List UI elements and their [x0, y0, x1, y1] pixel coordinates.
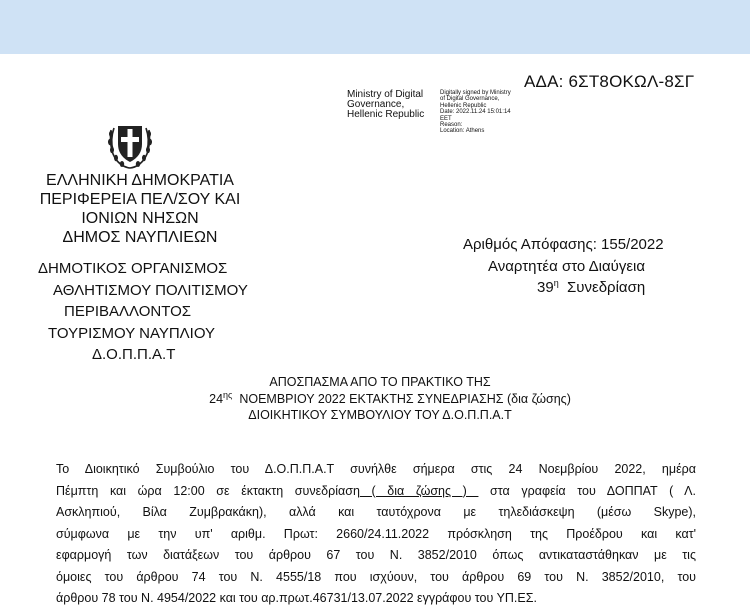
organization-name: ΔΗΜΟΤΙΚΟΣ ΟΡΓΑΝΙΣΜΟΣ ΑΘΛΗΤΙΣΜΟΥ ΠΟΛΙΤΙΣΜΟΥ ΠΕΡΙΒΑΛΛΟΝΤΟΣ ΤΟΥΡΙΣΜΟΥ ΝΑΥΠΛΙΟΥ Δ.Ο.Π.Π.Α.Τ — [38, 260, 248, 363]
document-page — [0, 54, 750, 615]
issuer-header: ΕΛΛΗΝΙΚΗ ΔΗΜΟΚΡΑΤΙΑ ΠΕΡΙΦΕΡΕΙΑ ΠΕΛ/ΣΟΥ ΚΑΙ ΙΟΝΙΩΝ ΝΗΣΩΝ ΔΗΜΟΣ ΝΑΥΠΛΙΕΩΝ — [39, 172, 241, 246]
in-person-note: ( δια ζώσης ) — [359, 483, 479, 498]
extract-title: ΑΠΟΣΠΑΣΜΑ ΑΠΟ ΤΟ ΠΡΑΚΤΙΚΟ ΤΗΣ $24^{\eta\varsigma}$ ΝΟΕΜΒΡΙΟΥ 2022 ΕΚΤΑΚΤΗΣ ΣΥΝΕΔΡΙΑΣΗΣ (δια ζώσης) ΔΙΟΙΚΗΤΙΚΟΥ ΣΥΜΒΟΥΛΙΟΥ ΤΟΥ Δ.Ο.Π.Π.Α.Τ — [209, 375, 571, 422]
posting-note: Αναρτητέα στο Διαύγεια — [488, 257, 646, 275]
digital-signer: Ministry of Digital Governance, Hellenic Republic — [347, 89, 425, 120]
session-number: $39^\eta$ Συνεδρίαση — [537, 278, 646, 296]
decision-number: Αριθμός Απόφασης: 155/2022 — [463, 236, 664, 253]
greek-coat-of-arms-icon — [107, 120, 153, 170]
signature-details: Digitally signed by Ministry of Digital Governance, Hellenic Republic Date: 2022.11.24 15:01:14 EET Reason: Location: Athens — [440, 90, 511, 135]
body-paragraph: Το Διοικητικό Συμβούλιο του Δ.Ο.Π.Π.Α.Τ συνήλθε σήμερα στις 24 Νοεμβρίου 2022, ημέρα Πέμπτη και ώρα 12:00 σε έκτακτη συνεδρίαση ( δια ζώσης ) στα γραφεία του ΔΟΠΠΑΤ ( Λ. Ασκληπιού, Βίλα Ζυμβρακάκη), αλλά και ταυτόχρονα με τηλεδιάσκεψη (μέσω Skype), σύμφωνα με την υπ' αριθμ. Πρωτ: 2660/24.11.2022 πρόσκληση της Προέδρου και κατ' εφαρμογή των διατάξεων του άρθρου 67 του Ν. 3852/2010 όπως αντικαταστάθηκαν με τις όμοιες του άρθρου 74 του Ν. 4555/18 που ισχύουν, του άρθρου 69 του Ν. 3852/2010, του άρθρου 78 του Ν. 4954/2022 και του αρ.πρωτ.46731/13.07.2022 εγγράφου του ΥΠ.ΕΣ. — [56, 462, 696, 605]
viewer-top-band — [0, 0, 750, 54]
decision-info — [440, 234, 720, 299]
ada-code: ΑΔΑ: 6ΣΤ8ΟΚΩΛ-8ΣΓ — [524, 72, 695, 91]
